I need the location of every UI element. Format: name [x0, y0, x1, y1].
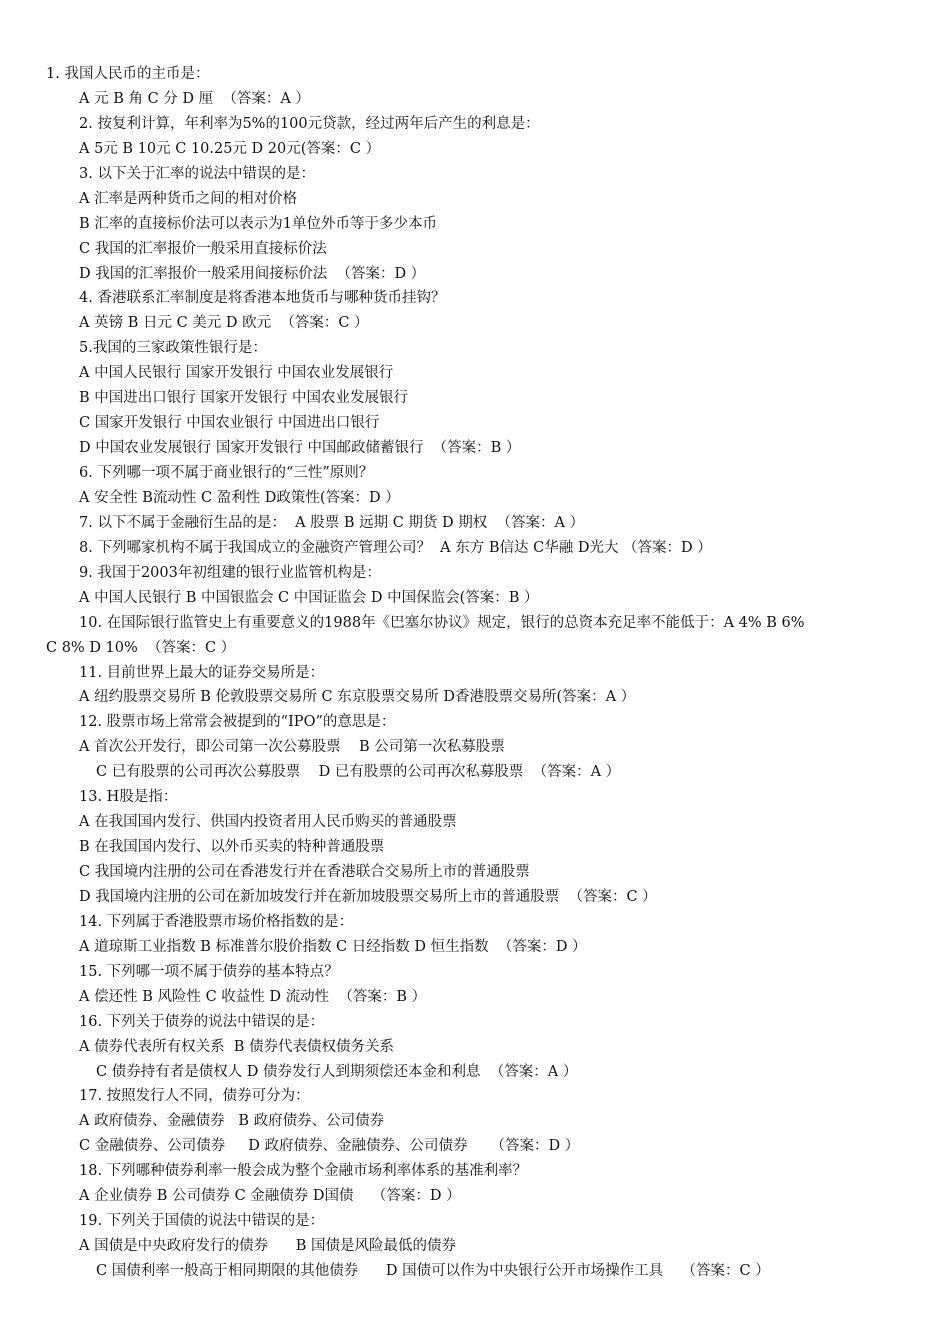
question-10: 10. 在国际银行监管史上有重要意义的1988年《巴塞尔协议》规定，银行的总资本充足率不能低于：A 4% B 6% — [79, 614, 805, 631]
q17-options-ab: A 政府债券、金融债券 B 政府债券、公司债券 — [79, 1113, 385, 1130]
q14-options: A 道琼斯工业指数 B 标准普尔股价指数 C 日经指数 D 恒生指数 （答案：D ） — [79, 938, 587, 955]
q17-options-cd: C 金融债券、公司债券 D 政府债券、金融债券、公司债券 （答案：D ） — [79, 1138, 580, 1155]
question-11: 11. 目前世界上最大的证券交易所是： — [79, 664, 325, 681]
q9-options: A 中国人民银行 B 中国银监会 C 中国证监会 D 中国保监会(答案：B ） — [79, 589, 539, 606]
question-3: 3. 以下关于汇率的说法中错误的是： — [79, 165, 315, 182]
question-12: 12. 股票市场上常常会被提到的“IPO”的意思是： — [79, 714, 396, 731]
question-17: 17. 按照发行人不同，债券可分为： — [79, 1088, 310, 1105]
question-2: 2. 按复利计算，年利率为5%的100元贷款，经过两年后产生的利息是： — [79, 115, 540, 132]
q13-option-b: B 在我国国内发行、以外币买卖的特种普通股票 — [79, 839, 385, 856]
q4-options: A 英镑 B 日元 C 美元 D 欧元 （答案：C ） — [79, 315, 369, 332]
q5-option-b: B 中国进出口银行 国家开发银行 中国农业发展银行 — [79, 390, 408, 407]
q5-option-a: A 中国人民银行 国家开发银行 中国农业发展银行 — [79, 365, 394, 382]
q19-options-ab: A 国债是中央政府发行的债券 B 国债是风险最低的债券 — [79, 1238, 456, 1255]
question-9: 9. 我国于2003年初组建的银行业监管机构是： — [79, 564, 381, 581]
q16-options-ab: A 债券代表所有权关系 B 债券代表债权债务关系 — [79, 1038, 395, 1055]
q3-option-d: D 我国的汇率报价一般采用间接标价法 （答案：D ） — [79, 265, 426, 282]
question-6: 6. 下列哪一项不属于商业银行的“三性”原则？ — [79, 465, 374, 481]
q13-option-d: D 我国境内注册的公司在新加坡发行并在新加坡股票交易所上市的普通股票 （答案：C ） — [79, 888, 657, 905]
q11-options: A 纽约股票交易所 B 伦敦股票交易所 C 东京股票交易所 D香港股票交易所(答案：A ） — [79, 689, 636, 706]
q13-option-c: C 我国境内注册的公司在香港发行并在香港联合交易所上市的普通股票 — [79, 864, 530, 880]
q12-options-cd: C 已有股票的公司再次公募股票 D 已有股票的公司再次私募股票 （答案：A ） — [96, 764, 621, 781]
question-5: 5.我国的三家政策性银行是： — [79, 340, 267, 357]
q3-option-b: B 汇率的直接标价法可以表示为1单位外币等于多少本币 — [79, 215, 437, 232]
q16-options-cd: C 债券持有者是债权人 D 债券发行人到期须偿还本金和利息 （答案：A ） — [96, 1063, 578, 1080]
q5-option-d: D 中国农业发展银行 国家开发银行 中国邮政储蓄银行 （答案：B ） — [79, 440, 521, 457]
q12-options-ab: A 首次公开发行，即公司第一次公募股票 B 公司第一次私募股票 — [79, 739, 505, 756]
q15-options: A 偿还性 B 风险性 C 收益性 D 流动性 （答案：B ） — [79, 988, 427, 1005]
q13-option-a: A 在我国国内发行、供国内投资者用人民币购买的普通股票 — [79, 814, 457, 831]
q19-options-cd: C 国债利率一般高于相同期限的其他债券 D 国债可以作为中央银行公开市场操作工具 （答案：C ） — [96, 1263, 770, 1279]
q10-options-cont: C 8% D 10% （答案：C ） — [46, 639, 236, 656]
question-18: 18. 下列哪种债券利率一般会成为整个金融市场利率体系的基准利率？ — [79, 1163, 528, 1180]
question-7: 7. 以下不属于金融衍生品的是： A 股票 B 远期 C 期货 D 期权 （答案：A ） — [79, 514, 585, 531]
q3-option-c: C 我国的汇率报价一般采用直接标价法 — [79, 240, 327, 257]
question-13: 13. H股是指： — [79, 789, 178, 806]
q5-option-c: C 国家开发银行 中国农业银行 中国进出口银行 — [79, 415, 380, 432]
document-page — [0, 62, 950, 1284]
q2-options: A 5元 B 10元 C 10.25元 D 20元(答案：C ） — [79, 140, 381, 157]
question-15: 15. 下列哪一项不属于债券的基本特点？ — [79, 963, 339, 980]
question-1: 1. 我国人民币的主币是： — [46, 66, 210, 82]
q18-options: A 企业债券 B 公司债券 C 金融债券 D国债 （答案：D ） — [79, 1188, 461, 1205]
q3-option-a: A 汇率是两种货币之间的相对价格 — [79, 190, 298, 207]
question-14: 14. 下列属于香港股票市场价格指数的是： — [79, 913, 354, 930]
q6-options: A 安全性 B流动性 C 盈利性 D政策性(答案：D ） — [79, 489, 400, 506]
question-8: 8. 下列哪家机构不属于我国成立的金融资产管理公司？ A 东方 B信达 C华融 D光大 （答案：D ） — [79, 539, 712, 556]
question-16: 16. 下列关于债券的说法中错误的是： — [79, 1013, 325, 1030]
question-19: 19. 下列关于国债的说法中错误的是： — [79, 1213, 325, 1230]
question-4: 4. 香港联系汇率制度是将香港本地货币与哪种货币挂钩？ — [79, 290, 446, 307]
q1-options: A 元 B 角 C 分 D 厘 （答案：A ） — [79, 90, 310, 107]
